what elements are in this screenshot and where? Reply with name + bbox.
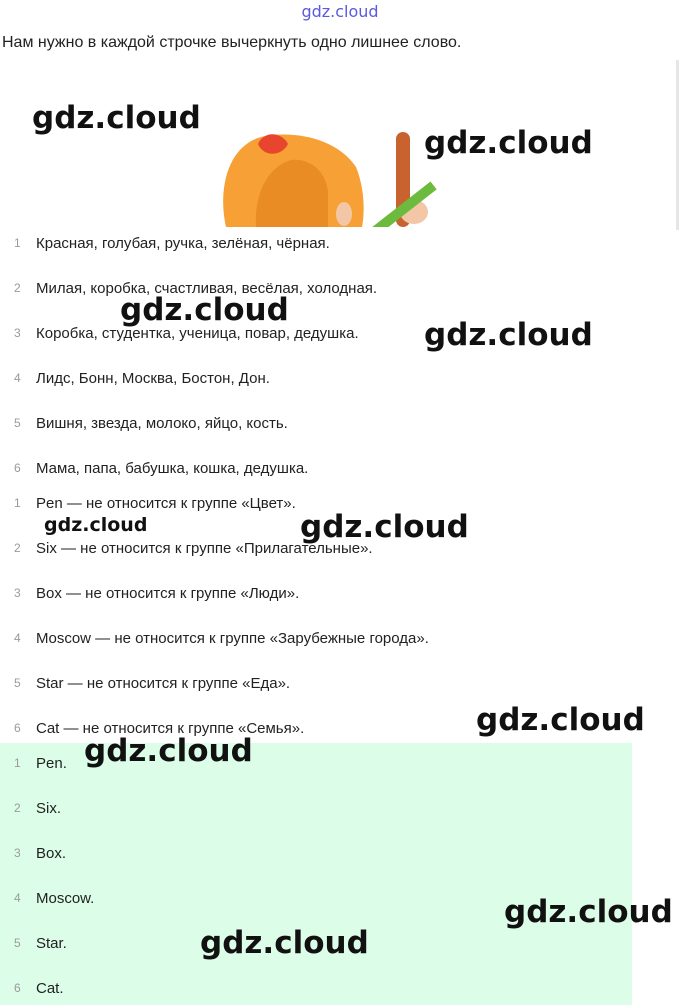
answer-item [0, 841, 66, 865]
item-number: 3 [14, 586, 21, 600]
watermark: gdz.cloud [300, 509, 469, 545]
exercise-item [0, 411, 288, 435]
item-text: Six. [36, 799, 62, 817]
answer-item [0, 931, 67, 955]
explanation-item [0, 626, 429, 650]
watermark: gdz.cloud [424, 125, 593, 161]
item-text: Мама, папа, бабушка, кошка, дедушка. [36, 459, 309, 477]
item-text: Moscow. [36, 889, 95, 907]
scrollbar-edge [676, 60, 679, 230]
answer-item [0, 796, 61, 820]
watermark: gdz.cloud [44, 514, 148, 536]
item-number: 3 [14, 846, 21, 860]
explanation-item [0, 671, 290, 695]
answer-item [0, 976, 64, 1000]
explanation-item [0, 581, 299, 605]
item-text: Лидс, Бонн, Москва, Бостон, Дон. [36, 369, 270, 387]
item-text: Cat. [36, 979, 64, 997]
item-text: Коробка, студентка, ученица, повар, дедушка. [36, 324, 359, 342]
item-text: Six — не относится к группе «Прилагательные». [36, 539, 373, 557]
item-number: 1 [14, 236, 21, 250]
item-number: 1 [14, 756, 21, 770]
watermark: gdz.cloud [32, 100, 201, 136]
answer-box [0, 743, 632, 1005]
girl-with-pencil-illustration [216, 122, 446, 227]
item-number: 3 [14, 326, 21, 340]
item-number: 4 [14, 631, 21, 645]
item-text: Star — не относится к группе «Еда». [36, 674, 291, 692]
item-number: 6 [14, 721, 21, 735]
site-logo[interactable]: gdz.cloud [301, 2, 379, 21]
item-number: 6 [14, 461, 21, 475]
item-number: 6 [14, 981, 21, 995]
watermark: gdz.cloud [504, 894, 673, 930]
item-text: Вишня, звезда, молоко, яйцо, кость. [36, 414, 288, 432]
watermark: gdz.cloud [424, 317, 593, 353]
answer-item [0, 886, 94, 910]
item-text: Box — не относится к группе «Люди». [36, 584, 300, 602]
item-text: Pen. [36, 754, 67, 772]
watermark: gdz.cloud [476, 702, 645, 738]
watermark: gdz.cloud [84, 733, 253, 769]
item-text: Милая, коробка, счастливая, весёлая, холодная. [36, 279, 378, 297]
item-text: Box. [36, 844, 67, 862]
item-number: 4 [14, 371, 21, 385]
item-number: 2 [14, 801, 21, 815]
watermark: gdz.cloud [120, 292, 289, 328]
answer-item [0, 751, 67, 775]
item-number: 5 [14, 936, 21, 950]
item-number: 1 [14, 496, 21, 510]
item-text: Star. [36, 934, 67, 952]
item-text: Красная, голубая, ручка, зелёная, чёрная. [36, 234, 330, 252]
exercise-item [0, 231, 330, 255]
item-number: 2 [14, 541, 21, 555]
item-text: Pen — не относится к группе «Цвет». [36, 494, 296, 512]
item-number: 5 [14, 676, 21, 690]
item-text: Cat — не относится к группе «Семья». [36, 719, 305, 737]
item-number: 2 [14, 281, 21, 295]
task-instruction: Нам нужно в каждой строчке вычеркнуть одно лишнее слово. [2, 34, 462, 51]
exercise-item [0, 456, 308, 480]
item-number: 5 [14, 416, 21, 430]
explanation-item [0, 491, 296, 515]
item-text: Moscow — не относится к группе «Зарубежные города». [36, 629, 429, 647]
exercise-item [0, 366, 270, 390]
item-number: 4 [14, 891, 21, 905]
ear-shape [336, 202, 352, 226]
watermark: gdz.cloud [200, 925, 369, 961]
